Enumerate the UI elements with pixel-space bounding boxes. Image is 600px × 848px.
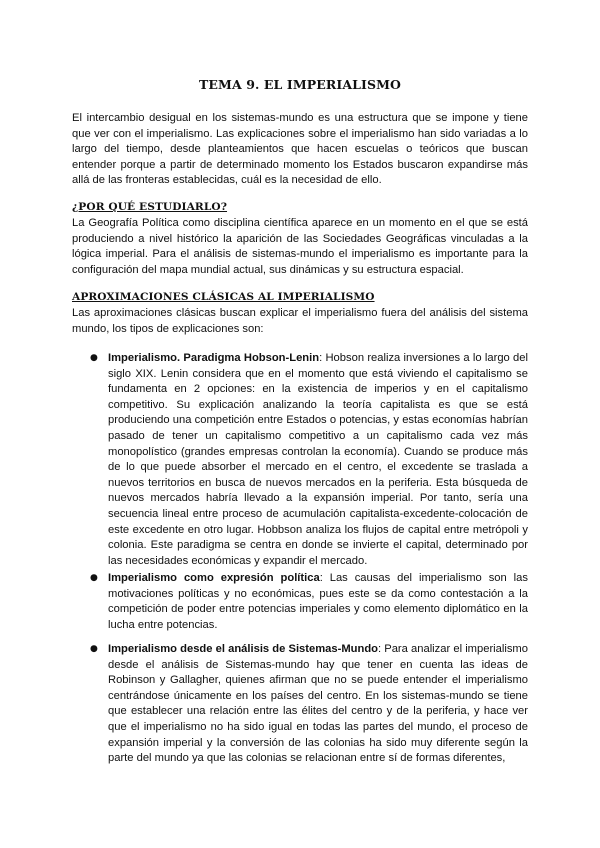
- bullet-icon: ●: [90, 573, 98, 583]
- intro-paragraph: El intercambio desigual en los sistemas-mundo es una estructura que se impone y tiene que ver con el imperialismo. Las explicaciones sobre el imperialismo han sido variadas a lo largo del tiempo, desde planteamientos que hacen escuelas o teóricos que buscan entender porque a partir de determinado momento los Estados buscaron expandirse más allá de las fronteras establecidas, cuál es la necesidad de ello.: [72, 112, 528, 187]
- bullet-icon: ●: [90, 353, 98, 363]
- list-item-hobson-lenin: [108, 351, 528, 569]
- section-heading-classic-approaches: APROXIMACIONES CLÁSICAS AL IMPERIALISMO: [72, 291, 375, 303]
- classic-approaches-paragraph: Las aproximaciones clásicas buscan explicar el imperialismo fuera del análisis del sistema mundo, los tipos de explicaciones son:: [72, 307, 528, 335]
- list-item-text: : Para analizar el imperialismo desde el análisis de Sistemas-mundo hay que tener en cuenta las ideas de Robinson y Gallagher, quienes afirman que no se puede entender el imperialismo centrándose únicamente en los países del centro. En los sistemas-mundo se tiene que establecer una relación entre las élites del centro y de la periferia, y hace ver que el imperialismo no ha sido igual en todas las partes del mundo, el proceso de expansión imperial y la conversión de las colonias ha sido muy diferente según la parte del mundo ya que las colonias se relacionan entre sí de formas diferentes,: [108, 643, 528, 765]
- list-item-term: Imperialismo. Paradigma Hobson-Lenin: [108, 352, 320, 364]
- list-item-term: Imperialismo desde el análisis de Sistemas-Mundo: [108, 643, 378, 655]
- list-item-text: : Hobson realiza inversiones a lo largo del siglo XIX. Lenin considera que en el momento que está viviendo el capitalismo se fundamenta en 2 opciones: en la existencia de imperios y en el capitalismo competitivo. Su explicación analizando la teoría capitalista es que se está produciendo una competición entre Estados o potencias, y estas economías habrían pasado de tener un capitalismo competitivo a un capitalismo cada vez más monopolístico (grandes empresas controlan la economía). Cuando se produce más de lo que puede absorber el mercado en el centro, el excedente se traslada a nuevos territorios en busca de nuevos mercados en la periferia. Esta búsqueda de nuevos mercados habría llevado a la expansión imperial. Por tanto, sería una secuencia lineal entre proceso de acumulación capitalista-excedente-colocación de este excedente en otro lugar. Hobbson analiza los flujos de capital entre metrópoli y colonia. Este paradigma se centra en donde se invierte el capital, determinado por las necesidades económicas y expandir el mercado.: [108, 352, 528, 567]
- page-title: TEMA 9. EL IMPERIALISMO: [198, 77, 402, 92]
- section-heading-why-study: ¿POR QUÉ ESTUDIARLO?: [72, 201, 228, 213]
- list-item-political-expression: [108, 571, 528, 633]
- list-item-text: : Las causas del imperialismo son las motivaciones políticas y no económicas, pues este se da como contestación a la competición de poder entre potencias imperiales y como elemento diplomático en la lucha entre potencias.: [108, 572, 528, 631]
- bullet-icon: ●: [90, 644, 98, 654]
- why-study-paragraph: La Geografía Política como disciplina científica aparece en un momento en el que se está produciendo a nivel histórico la aparición de las Sociedades Geográficas vinculadas a la lógica imperial. Para el análisis de sistemas-mundo el imperialismo es importante para la configuración del mapa mundial actual, sus dinámicas y su estructura espacial.: [72, 217, 528, 276]
- list-item-world-systems: [108, 642, 528, 767]
- list-item-term: Imperialismo como expresión política: [108, 572, 320, 584]
